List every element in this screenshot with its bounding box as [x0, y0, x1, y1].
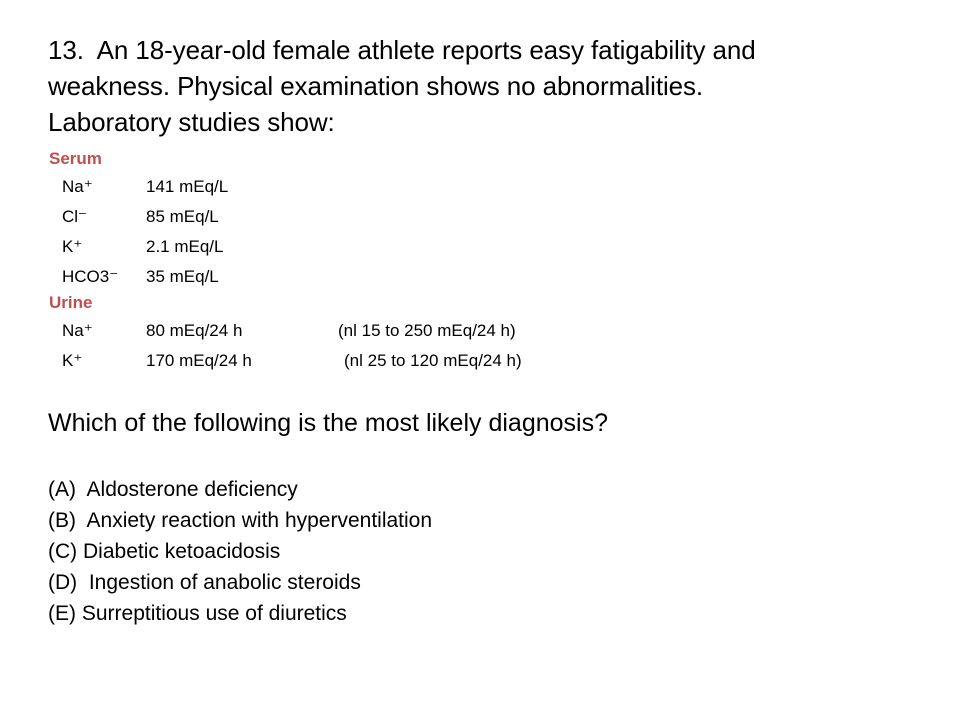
lab-value: 85 mEq/L [146, 207, 219, 226]
option-text: Surreptitious use of diuretics [81, 602, 347, 625]
option-label: (A) [48, 478, 76, 501]
lab-value: 35 mEq/L [146, 267, 219, 286]
answer-option-e[interactable] [48, 598, 432, 629]
lab-value: 2.1 mEq/L [146, 237, 224, 256]
stem-line-3: Laboratory studies show: [48, 107, 335, 137]
lab-analyte: K⁺ [62, 237, 83, 256]
stem-line-1 [48, 32, 928, 68]
lab-analyte: K⁺ [62, 351, 83, 370]
option-label: (C) [48, 540, 78, 563]
question-prompt: Which of the following is the most likely diagnosis? [48, 409, 608, 437]
lab-value: 80 mEq/24 h [146, 321, 243, 340]
option-text: Ingestion of anabolic steroids [88, 571, 361, 594]
option-label: (B) [48, 509, 76, 532]
lab-value: 170 mEq/24 h [146, 351, 252, 370]
question-stem [48, 32, 928, 140]
answer-options [48, 474, 432, 629]
lab-analyte: Na⁺ [62, 321, 93, 340]
lab-analyte: Na⁺ [62, 177, 93, 196]
option-text: Diabetic ketoacidosis [83, 540, 281, 563]
option-text: Aldosterone deficiency [86, 478, 298, 501]
option-label: (E) [48, 602, 76, 625]
lab-reference-range: (nl 25 to 120 mEq/24 h) [344, 351, 522, 370]
answer-option-b[interactable] [48, 505, 432, 536]
stem-text-1: An 18-year-old female athlete reports easy fatigability and [96, 35, 756, 65]
answer-option-a[interactable] [48, 474, 432, 505]
option-label: (D) [48, 571, 78, 594]
answer-option-d[interactable] [48, 567, 432, 598]
serum-section-title: Serum [49, 149, 102, 168]
lab-analyte: Cl⁻ [62, 207, 88, 226]
question-number: 13. [48, 35, 84, 65]
lab-reference-range: (nl 15 to 250 mEq/24 h) [338, 321, 516, 340]
stem-line-2: weakness. Physical examination shows no abnormalities. [48, 71, 704, 101]
urine-section-title: Urine [49, 293, 93, 312]
option-text: Anxiety reaction with hyperventilation [86, 509, 433, 532]
lab-analyte: HCO3⁻ [62, 267, 119, 286]
answer-option-c[interactable] [48, 536, 432, 567]
lab-value: 141 mEq/L [146, 177, 229, 196]
